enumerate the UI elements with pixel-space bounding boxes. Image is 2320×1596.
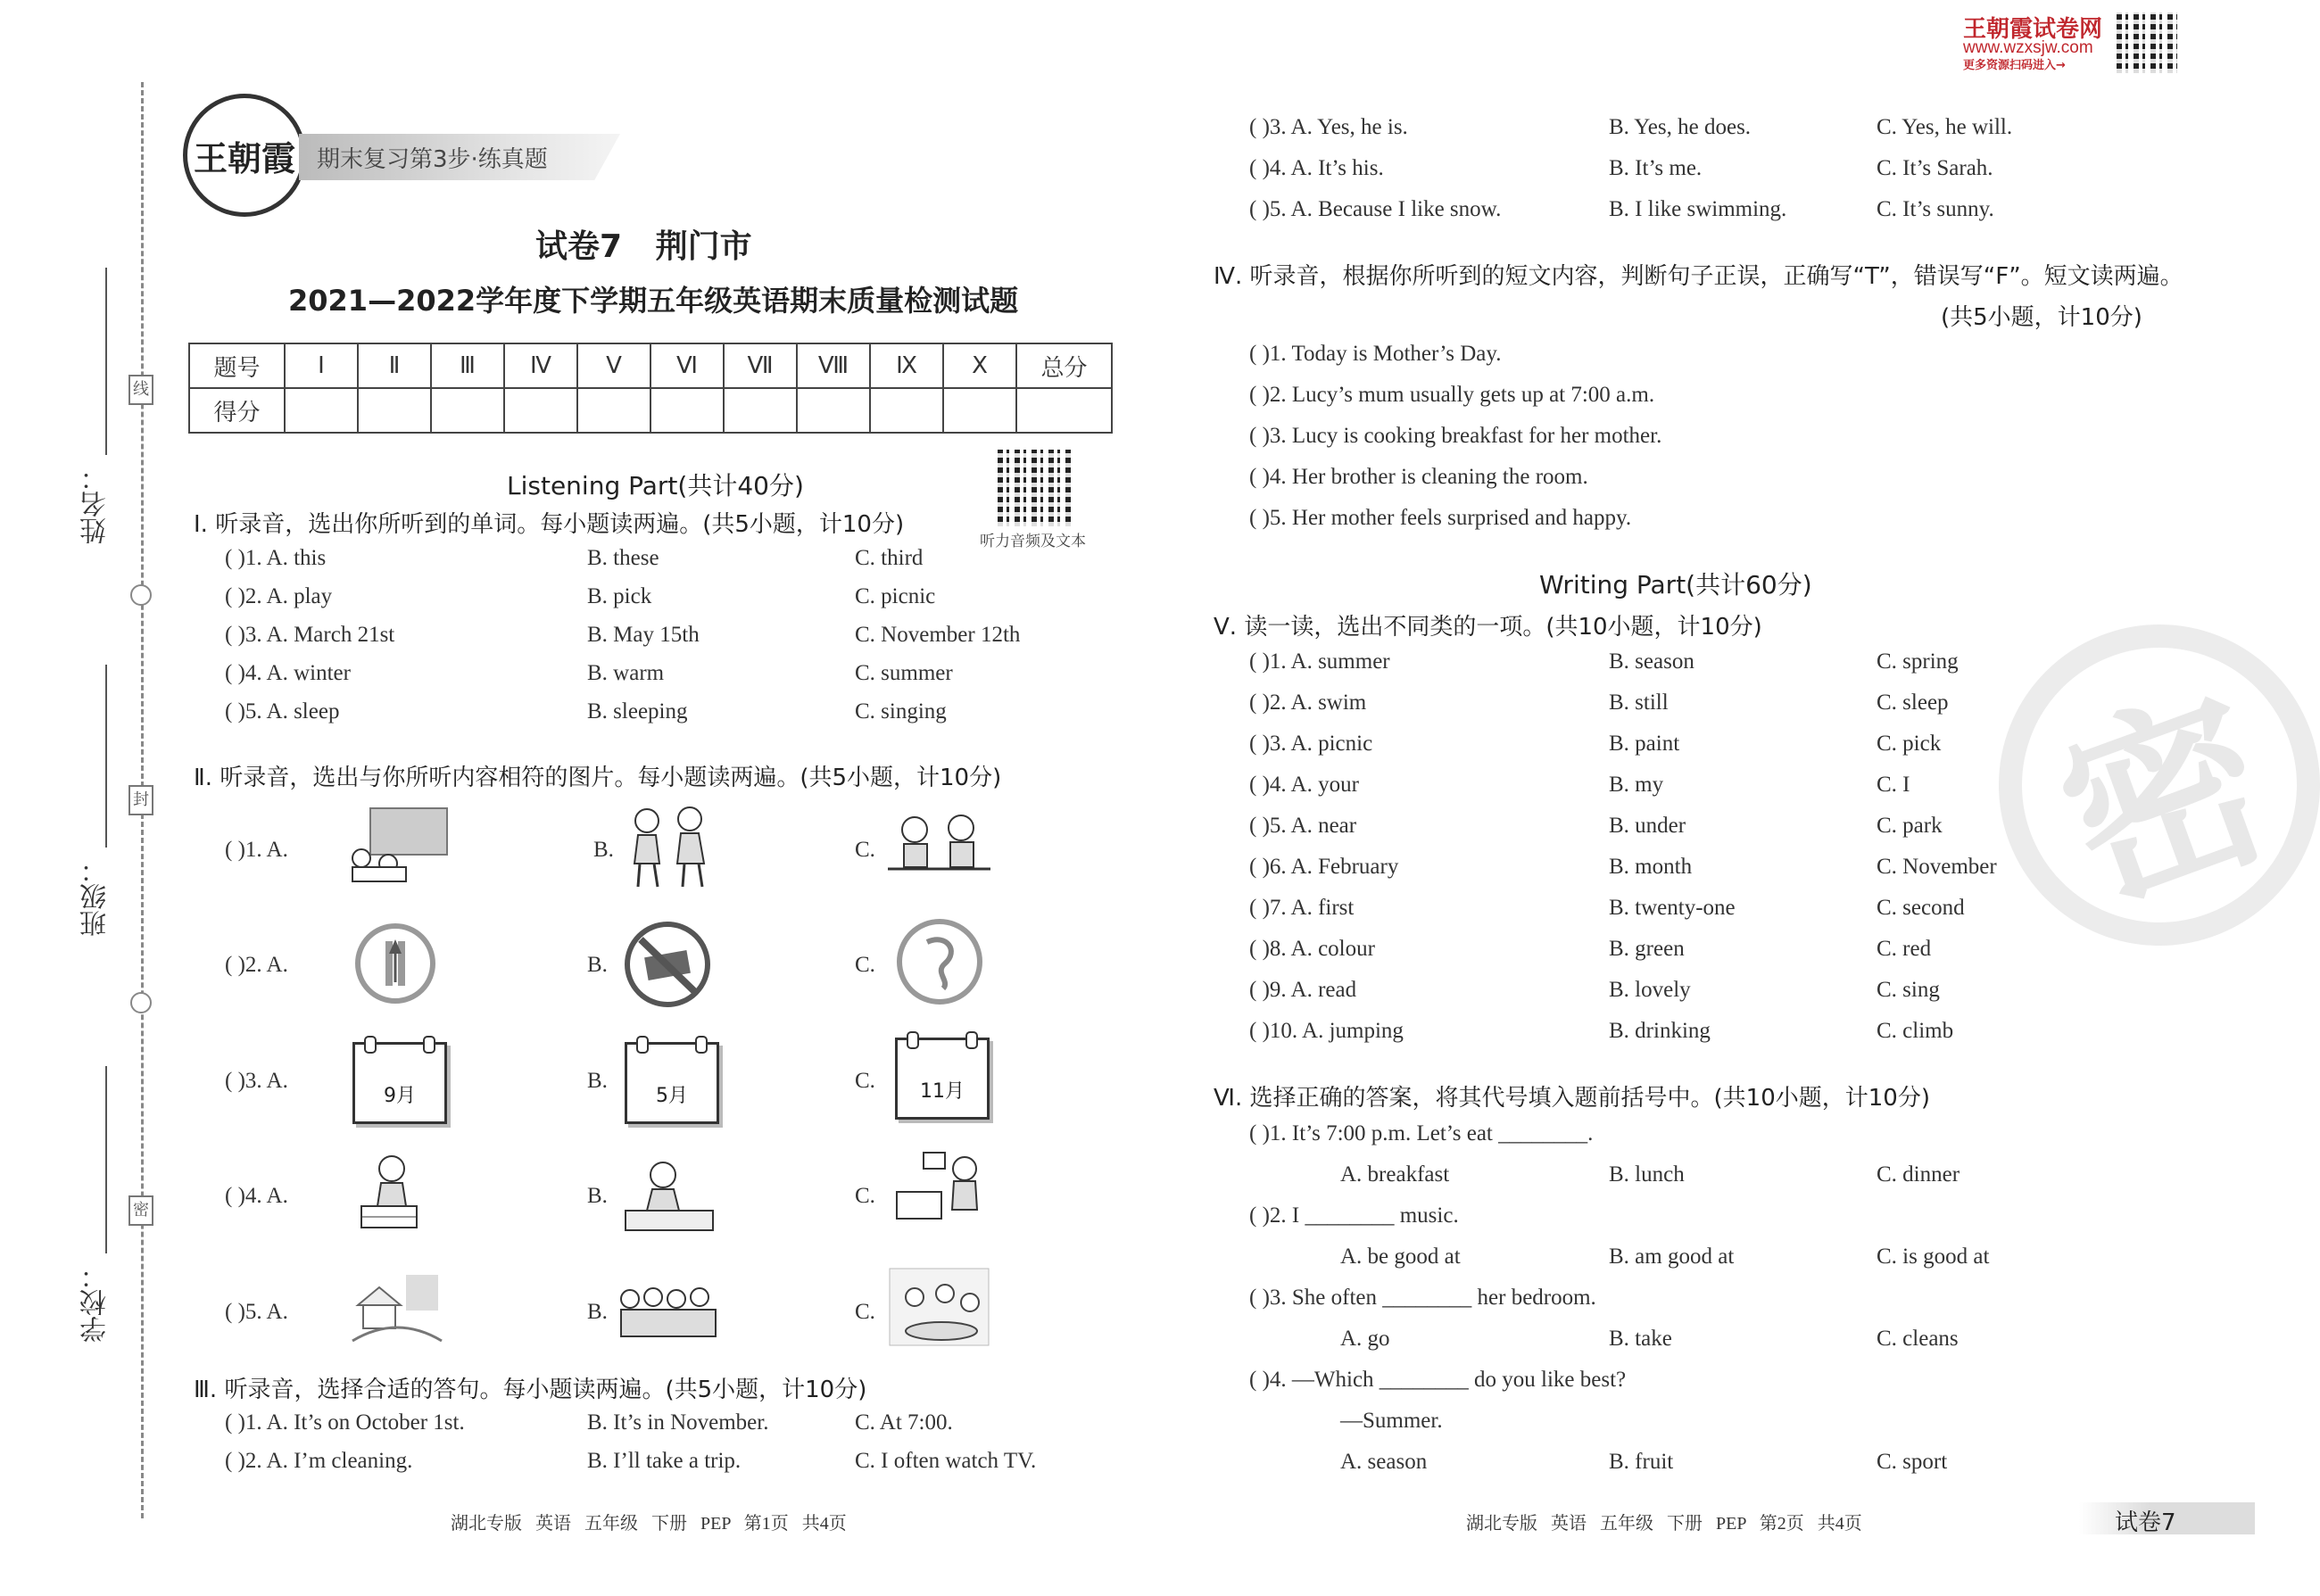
option-c: C. November 12th [855, 623, 1021, 647]
option-b: B. I like swimming. [1609, 197, 1787, 221]
brand-more: 更多资源扫码进入→ [1963, 59, 2066, 72]
option-b: B. still [1609, 690, 1669, 715]
tf-item: ( )5. Her mother feels surprised and happy. [1249, 506, 1632, 530]
bind-mark-line: 线 [128, 375, 153, 405]
option-c: C. park [1877, 814, 1943, 838]
question-item: ( )3. A. March 21st [225, 623, 395, 647]
question-item: ( )5. A. Because I like snow. [1249, 197, 1502, 221]
option-c: C. [855, 1184, 875, 1208]
tf-item: ( )3. Lucy is cooking breakfast for her mother. [1249, 424, 1662, 448]
binding-ring-icon [130, 992, 152, 1013]
option-a: A. go [1340, 1327, 1390, 1351]
option-b: B. [587, 1300, 608, 1324]
option-c: C. pick [1877, 732, 1942, 756]
score-table-score-row [189, 388, 1112, 433]
picture-picnic-scene-icon [888, 1267, 990, 1347]
name-line [105, 268, 107, 455]
option-b: B. [587, 1069, 608, 1093]
score-input-cell[interactable] [577, 388, 650, 433]
picture-landscape-icon [352, 1269, 442, 1348]
question-item: ( )3. She often ________ her bedroom. [1249, 1286, 1596, 1310]
section-5-title: Ⅴ. 读一读，选出不同类的一项。(共10小题，计10分) [1214, 614, 1762, 641]
option-b: B. green [1609, 937, 1685, 961]
option-c: C. singing [855, 699, 947, 724]
option-b: B. my [1609, 773, 1664, 797]
option-c: C. second [1877, 896, 1965, 920]
option-b: B. sleeping [587, 699, 688, 724]
score-input-cell[interactable] [431, 388, 504, 433]
listening-qr-icon[interactable] [998, 450, 1074, 526]
picture-kids-fighting-icon [620, 805, 718, 892]
option-c: C. climb [1877, 1019, 1954, 1043]
table-cell: 得分 [189, 388, 285, 433]
footer-right: 湖北专版 英语 五年级 下册 PEP 第2页 共4页 [1466, 1514, 1862, 1534]
question-item: ( )3. A. Yes, he is. [1249, 115, 1408, 139]
question-item: ( )6. A. February [1249, 855, 1399, 879]
table-cell: 总分 [1016, 343, 1112, 388]
table-cell: 题号 [189, 343, 285, 388]
option-b: B. under [1609, 814, 1686, 838]
section-6-title: Ⅵ. 选择正确的答案，将其代号填入题前括号中。(共10小题，计10分) [1214, 1085, 1930, 1112]
score-input-cell[interactable] [504, 388, 577, 433]
brand-qr-icon[interactable] [2117, 12, 2177, 73]
table-cell: Ⅳ [504, 343, 577, 388]
listening-part-title: Listening Part(共计40分) [507, 471, 804, 500]
table-cell: Ⅲ [431, 343, 504, 388]
option-b: B. month [1609, 855, 1693, 879]
option-c: C. spring [1877, 649, 1959, 674]
question-item: ( )1. A. this [225, 546, 327, 570]
option-c: C. It’s sunny. [1877, 197, 1994, 221]
picture-girl-shopping-icon [352, 1153, 433, 1237]
no-littering-sign-icon [625, 922, 710, 1007]
brand-url[interactable]: www.wzxsjw.com [1963, 38, 2093, 57]
option-b: B. take [1609, 1327, 1672, 1351]
table-cell: Ⅹ [943, 343, 1016, 388]
option-b: B. am good at [1609, 1245, 1735, 1269]
option-c: C. I [1877, 773, 1910, 797]
logo: 王朝霞 [183, 94, 306, 217]
bind-mark-seal: 封 [128, 785, 153, 815]
option-b: B. It’s in November. [587, 1410, 769, 1435]
calendar-month: 5月 [656, 1085, 688, 1107]
section-1-title: Ⅰ. 听录音，选出你所听到的单词。每小题读两遍。(共5小题，计10分) [194, 511, 905, 538]
question-item: ( )9. A. read [1249, 978, 1357, 1002]
option-c: C. [855, 953, 875, 977]
table-cell: Ⅵ [650, 343, 724, 388]
tf-item: ( )4. Her brother is cleaning the room. [1249, 465, 1588, 489]
answer-line: —Summer. [1340, 1409, 1443, 1433]
score-table [188, 343, 1113, 434]
name-label: 姓名： [80, 464, 112, 544]
banner-text: 期末复习第3步·练真题 [317, 146, 548, 173]
option-a: A. breakfast [1340, 1162, 1450, 1187]
option-b: B. paint [1609, 732, 1680, 756]
calendar-icon [895, 1038, 990, 1120]
option-c: C. summer [855, 661, 953, 685]
table-cell: Ⅰ [285, 343, 358, 388]
school-line [105, 1066, 107, 1253]
table-cell: Ⅷ [797, 343, 870, 388]
option-b: B. [587, 1184, 608, 1208]
question-item: ( )4. A. winter [225, 661, 351, 685]
question-item: ( )10. A. jumping [1249, 1019, 1404, 1043]
tf-item: ( )1. Today is Mother’s Day. [1249, 342, 1502, 366]
seal-watermark: 密 [1999, 624, 2320, 946]
paper-title: 试卷7 荆门市 [535, 228, 752, 265]
question-item: ( )2. A. swim [1249, 690, 1367, 715]
tf-item: ( )2. Lucy’s mum usually gets up at 7:00 a.m. [1249, 383, 1655, 407]
option-b: B. May 15th [587, 623, 700, 647]
picture-group-kids-icon [617, 1283, 720, 1345]
option-a: A. season [1340, 1450, 1428, 1474]
option-b: B. twenty-one [1609, 896, 1736, 920]
option-b: B. fruit [1609, 1450, 1674, 1474]
score-input-cell[interactable] [797, 388, 870, 433]
section-4-title: Ⅳ. 听录音，根据你所听到的短文内容，判断句子正误，正确写“T”，错误写“F”。短文读两遍。 [1214, 263, 2183, 290]
writing-part-title: Writing Part(共计60分) [1539, 570, 1812, 600]
score-table-header-row [189, 343, 1112, 388]
option-c: C. dinner [1877, 1162, 1960, 1187]
picture-kids-desk-icon [888, 810, 990, 886]
picture-classroom-icon [344, 805, 451, 885]
question-item: ( )1. A. [225, 838, 288, 862]
no-spitting-sign-icon [897, 919, 982, 1005]
option-b: B. warm [587, 661, 665, 685]
option-c: C. sleep [1877, 690, 1949, 715]
binding-ring-icon [130, 584, 152, 606]
class-label: 班级： [80, 856, 112, 937]
qr-caption: 听力音频及文本 [980, 533, 1086, 550]
score-input-cell[interactable] [943, 388, 1016, 433]
table-cell: Ⅸ [870, 343, 943, 388]
option-c: C. November [1877, 855, 1997, 879]
table-cell: Ⅶ [724, 343, 797, 388]
question-item: ( )5. A. sleep [225, 699, 340, 724]
brand-name: 王朝霞试卷网 [1963, 16, 2103, 43]
question-item: ( )7. A. first [1249, 896, 1355, 920]
section-3-title: Ⅲ. 听录音，选择合适的答句。每小题读两遍。(共5小题，计10分) [194, 1377, 867, 1403]
question-item: ( )5. A. [225, 1300, 288, 1324]
option-b: B. It’s me. [1609, 156, 1703, 180]
question-item: ( )2. A. play [225, 584, 333, 608]
option-c: C. [855, 1069, 875, 1093]
option-c: C. [855, 1300, 875, 1324]
option-c: C. cleans [1877, 1327, 1959, 1351]
bind-mark-secret: 密 [128, 1195, 153, 1226]
table-cell: Ⅱ [358, 343, 431, 388]
question-item: ( )2. A. I’m cleaning. [225, 1449, 413, 1473]
option-b: B. pick [587, 584, 652, 608]
score-input-cell[interactable] [358, 388, 431, 433]
option-b: B. season [1609, 649, 1694, 674]
question-item: ( )1. It’s 7:00 p.m. Let’s eat ________. [1249, 1121, 1594, 1145]
question-item: ( )2. I ________ music. [1249, 1203, 1459, 1228]
section-2-title: Ⅱ. 听录音，选出与你所听内容相符的图片。每小题读两遍。(共5小题，计10分) [194, 765, 1002, 791]
question-item: ( )4. A. It’s his. [1249, 156, 1384, 180]
question-item: ( )3. A. picnic [1249, 732, 1373, 756]
question-item: ( )3. A. [225, 1069, 288, 1093]
question-item: ( )2. A. [225, 953, 288, 977]
page-tag: 试卷7 [2115, 1509, 2176, 1536]
question-item: ( )4. A. [225, 1184, 288, 1208]
go-straight-sign-icon [355, 923, 435, 1004]
section-4-points: (共5小题，计10分) [1941, 304, 2142, 331]
score-input-cell[interactable] [724, 388, 797, 433]
picture-girl-drawing-icon [620, 1155, 718, 1236]
score-input-cell[interactable] [870, 388, 943, 433]
option-c: C. third [855, 546, 924, 570]
option-c: C. [855, 838, 875, 862]
score-input-cell[interactable] [285, 388, 358, 433]
question-item: ( )1. A. summer [1249, 649, 1390, 674]
option-b: B. lunch [1609, 1162, 1685, 1187]
calendar-month: 11月 [920, 1080, 965, 1103]
option-c: C. sport [1877, 1450, 1948, 1474]
option-a: A. be good at [1340, 1245, 1461, 1269]
picture-kid-cooking-icon [888, 1151, 990, 1231]
question-item: ( )1. A. It’s on October 1st. [225, 1410, 465, 1435]
footer-left: 湖北专版 英语 五年级 下册 PEP 第1页 共4页 [451, 1514, 847, 1534]
option-c: C. Yes, he will. [1877, 115, 2013, 139]
school-label: 学校： [80, 1262, 112, 1343]
option-c: C. picnic [855, 584, 936, 608]
option-b: B. I’ll take a trip. [587, 1449, 742, 1473]
option-b: B. lovely [1609, 978, 1691, 1002]
option-b: B. these [587, 546, 659, 570]
score-input-cell[interactable] [1016, 388, 1112, 433]
question-item: ( )8. A. colour [1249, 937, 1375, 961]
paper-subtitle: 2021—2022学年度下学期五年级英语期末质量检测试题 [288, 284, 1019, 318]
calendar-icon [625, 1042, 719, 1124]
question-item: ( )4. —Which ________ do you like best? [1249, 1368, 1627, 1392]
table-cell: Ⅴ [577, 343, 650, 388]
option-b: B. [587, 953, 608, 977]
option-c: C. sing [1877, 978, 1940, 1002]
option-c: C. It’s Sarah. [1877, 156, 1993, 180]
calendar-icon [352, 1042, 447, 1124]
option-c: C. is good at [1877, 1245, 1990, 1269]
option-b: B. drinking [1609, 1019, 1711, 1043]
score-input-cell[interactable] [650, 388, 724, 433]
option-b: B. Yes, he does. [1609, 115, 1752, 139]
option-b: B. [593, 838, 614, 862]
question-item: ( )4. A. your [1249, 773, 1359, 797]
question-item: ( )5. A. near [1249, 814, 1357, 838]
class-line [105, 665, 107, 848]
option-c: C. red [1877, 937, 1932, 961]
calendar-month: 9月 [384, 1085, 416, 1107]
option-c: C. I often watch TV. [855, 1449, 1037, 1473]
option-c: C. At 7:00. [855, 1410, 953, 1435]
